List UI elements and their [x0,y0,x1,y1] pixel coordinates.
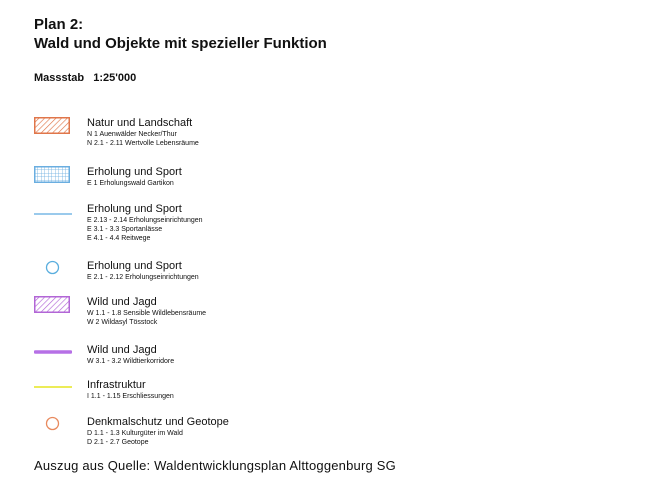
legend-line: N 2.1 - 2.11 Wertvolle Lebensräume [87,140,199,147]
thick-line-symbol-icon [34,349,72,355]
legend-line: E 4.1 - 4.4 Reitwege [87,235,151,242]
line-symbol-icon [34,212,72,216]
legend-line: E 3.1 - 3.3 Sportanlässe [87,226,163,233]
line-symbol-icon [34,385,72,389]
circle-symbol-icon [45,260,60,275]
legend-title: Erholung und Sport [87,260,182,272]
legend-line: N 1 Auenwälder Necker/Thur [87,131,177,138]
legend-title: Wild und Jagd [87,344,157,356]
hatched-area-icon [34,296,70,313]
legend-title: Natur und Landschaft [87,117,193,129]
scale-info [34,71,136,85]
scale-label: Massstab [34,72,85,84]
source-caption: Auszug aus Quelle: Waldentwicklungsplan Alttoggenburg SG [34,458,396,473]
circle-symbol-icon [45,416,60,431]
legend-line: D 2.1 - 2.7 Geotope [87,439,149,446]
legend-line: I 1.1 - 1.15 Erschliessungen [87,393,174,400]
legend-title: Wild und Jagd [87,296,157,308]
legend-title: Infrastruktur [87,379,146,391]
legend-line: E 1 Erholungswald Gartikon [87,180,174,187]
title-line-2: Wald und Objekte mit spezieller Funktion [34,35,327,52]
grid-area-icon [34,166,70,183]
legend-line: W 2 Wildasyl Tösstock [87,319,158,326]
title-line-1: Plan 2: [34,16,84,33]
scale-value: 1:25'000 [93,72,137,84]
legend-line: D 1.1 - 1.3 Kulturgüter im Wald [87,430,183,437]
page-title [34,15,327,53]
legend-title: Erholung und Sport [87,203,182,215]
legend-line: E 2.13 - 2.14 Erholungseinrichtungen [87,217,203,224]
legend-line: E 2.1 - 2.12 Erholungseinrichtungen [87,274,199,281]
legend-title: Erholung und Sport [87,166,182,178]
legend-line: W 1.1 - 1.8 Sensible Wildlebensräume [87,310,207,317]
hatched-area-icon [34,117,70,134]
legend-title: Denkmalschutz und Geotope [87,416,229,428]
legend-line: W 3.1 - 3.2 Wildtierkorridore [87,358,175,365]
